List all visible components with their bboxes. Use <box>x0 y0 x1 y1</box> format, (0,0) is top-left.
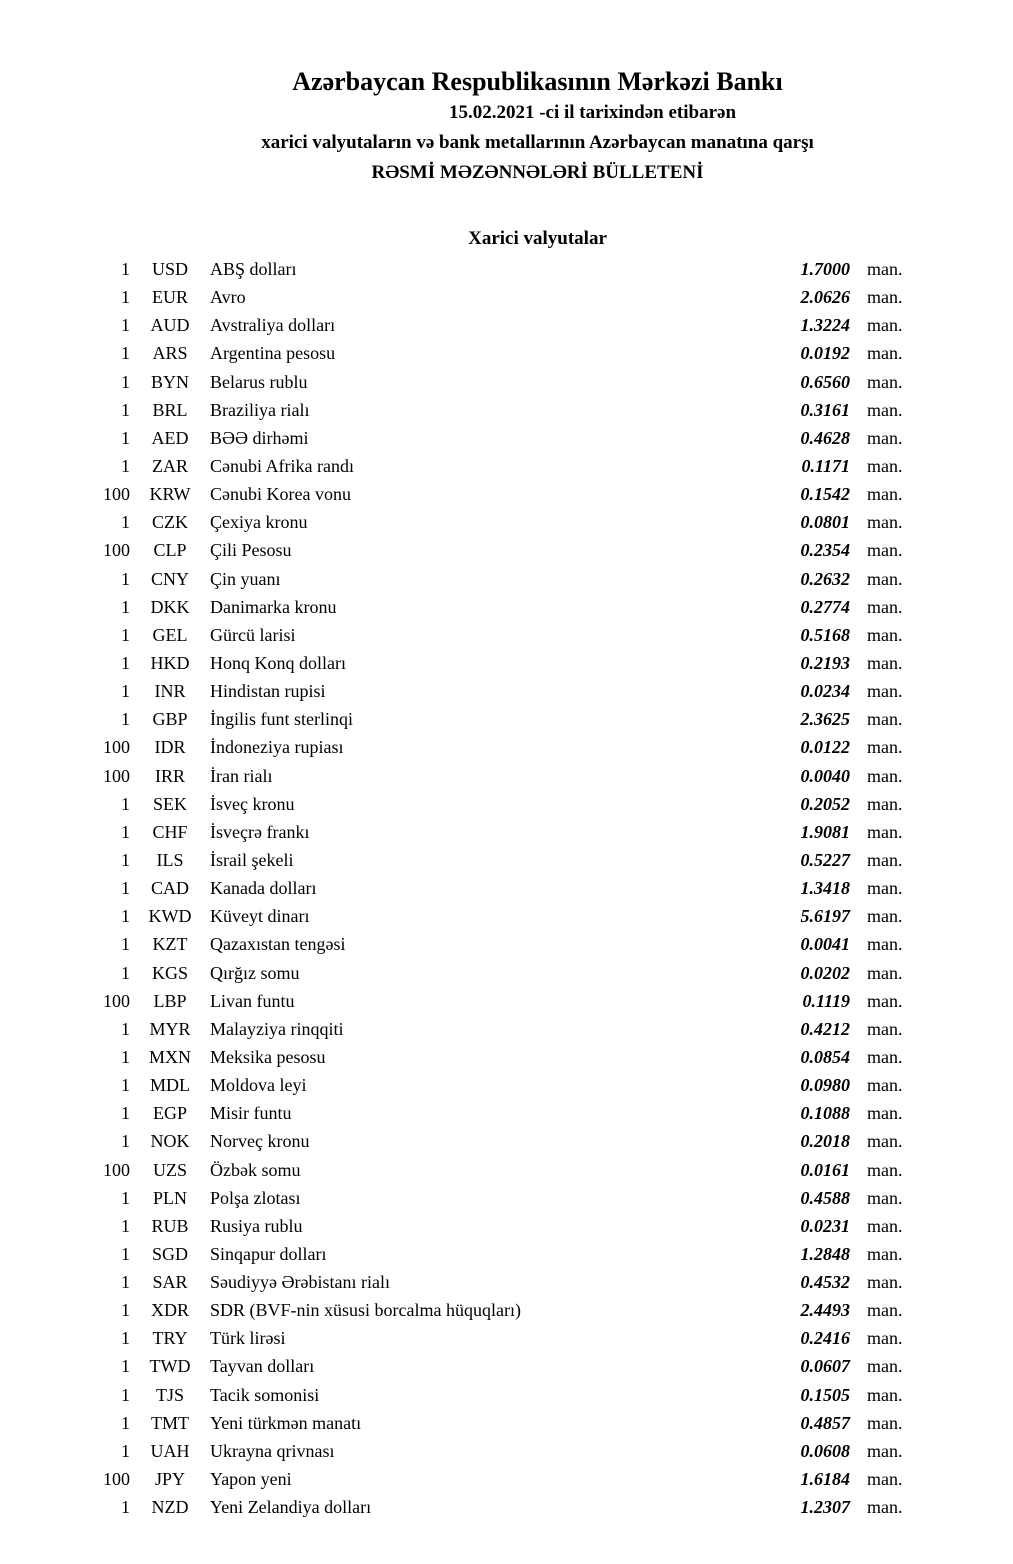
rate-value: 0.2193 <box>800 652 850 673</box>
currency-quantity: 1 <box>121 1356 130 1377</box>
currency-code: ILS <box>156 849 184 870</box>
table-row <box>0 1103 1013 1131</box>
currency-name: Yapon yeni <box>210 1469 292 1490</box>
currency-quantity: 1 <box>121 1412 130 1433</box>
currency-code: UZS <box>152 1159 187 1180</box>
currency-name: Qırğız somu <box>210 962 300 983</box>
unit-label: man. <box>867 512 903 533</box>
currency-code: CZK <box>152 512 188 533</box>
currency-quantity: 100 <box>103 1469 130 1490</box>
table-row <box>0 1019 1013 1047</box>
currency-name: İsrail şekeli <box>210 849 294 870</box>
currency-code: TMT <box>151 1412 189 1433</box>
currency-name: Küveyt dinarı <box>210 906 310 927</box>
table-row <box>0 625 1013 653</box>
rate-value: 0.4532 <box>800 1272 850 1293</box>
unit-label: man. <box>867 709 903 730</box>
table-row <box>0 934 1013 962</box>
currency-code: KGS <box>151 962 188 983</box>
table-row <box>0 1328 1013 1356</box>
currency-quantity: 100 <box>103 765 130 786</box>
currency-name: Çili Pesosu <box>210 540 292 561</box>
rate-value: 0.0608 <box>800 1440 850 1461</box>
currency-code: BRL <box>152 399 188 420</box>
currency-code: USD <box>151 259 188 279</box>
table-row <box>0 878 1013 906</box>
currency-code: KRW <box>149 484 191 505</box>
unit-label: man. <box>867 1300 903 1321</box>
rate-value: 0.4628 <box>800 427 850 448</box>
table-row <box>0 400 1013 428</box>
currency-name: İngilis funt sterlinqi <box>210 709 353 730</box>
currency-quantity: 1 <box>121 934 130 955</box>
currency-quantity: 100 <box>103 540 130 561</box>
unit-label: man. <box>867 962 903 983</box>
table-row <box>0 963 1013 991</box>
table-row <box>0 259 1013 287</box>
rate-value: 0.1119 <box>802 990 850 1011</box>
currency-name: Yeni Zelandiya dolları <box>210 1497 372 1518</box>
currency-quantity: 1 <box>121 1103 130 1124</box>
unit-label: man. <box>867 1469 903 1490</box>
table-row <box>0 653 1013 681</box>
rate-value: 0.6560 <box>800 371 850 392</box>
unit-label: man. <box>867 934 903 955</box>
currency-name: Ukrayna qrivnası <box>210 1440 335 1461</box>
rate-value: 2.4493 <box>800 1300 850 1321</box>
currency-code: BYN <box>150 371 189 392</box>
table-row <box>0 1300 1013 1328</box>
table-row <box>0 315 1013 343</box>
table-row <box>0 1075 1013 1103</box>
rate-value: 0.2052 <box>800 793 850 814</box>
unit-label: man. <box>867 765 903 786</box>
currency-code: ZAR <box>152 455 188 476</box>
section-title-foreign-currencies: Xarici valyutalar <box>468 228 607 249</box>
currency-quantity: 1 <box>121 1215 130 1236</box>
currency-quantity: 1 <box>121 315 130 336</box>
rate-value: 5.6197 <box>800 906 850 927</box>
rate-value: 2.0626 <box>800 287 850 308</box>
currency-quantity: 1 <box>121 1075 130 1096</box>
rate-value: 2.3625 <box>800 709 850 730</box>
unit-label: man. <box>867 1497 903 1518</box>
currency-quantity: 1 <box>121 259 130 279</box>
currency-name: Livan funtu <box>210 990 295 1011</box>
rate-value: 0.1505 <box>800 1384 850 1405</box>
table-row <box>0 456 1013 484</box>
rate-value: 0.0234 <box>800 681 850 702</box>
table-row <box>0 512 1013 540</box>
currency-name: İsveçrə frankı <box>210 821 310 842</box>
currency-name: Gürcü larisi <box>210 624 296 645</box>
unit-label: man. <box>867 1243 903 1264</box>
currency-quantity: 100 <box>103 484 130 505</box>
table-row <box>0 1469 1013 1497</box>
currency-quantity: 1 <box>121 455 130 476</box>
currency-quantity: 1 <box>121 1300 130 1321</box>
currency-name: Cənubi Korea vonu <box>210 484 351 505</box>
rate-value: 0.2354 <box>800 540 850 561</box>
currency-name: Özbək somu <box>210 1159 301 1180</box>
currency-code: AED <box>151 427 189 448</box>
rate-value: 1.6184 <box>800 1469 850 1490</box>
unit-label: man. <box>867 1187 903 1208</box>
currency-quantity: 1 <box>121 1384 130 1405</box>
currency-quantity: 100 <box>103 990 130 1011</box>
currency-code: DKK <box>150 596 190 617</box>
currency-quantity: 1 <box>121 1243 130 1264</box>
currency-name: Tacik somonisi <box>210 1384 320 1405</box>
currency-code: EUR <box>152 287 188 308</box>
unit-label: man. <box>867 737 903 758</box>
currency-code: PLN <box>152 1187 187 1208</box>
rate-value: 1.2307 <box>800 1497 850 1518</box>
unit-label: man. <box>867 849 903 870</box>
rate-value: 0.1088 <box>800 1103 850 1124</box>
rate-value: 0.5227 <box>800 849 850 870</box>
rate-value: 0.2416 <box>800 1328 850 1349</box>
currency-name: BƏƏ dirhəmi <box>210 427 309 448</box>
currency-quantity: 1 <box>121 371 130 392</box>
rate-value: 1.3418 <box>800 878 850 899</box>
currency-quantity: 1 <box>121 906 130 927</box>
currency-quantity: 1 <box>121 821 130 842</box>
table-row <box>0 287 1013 315</box>
currency-quantity: 100 <box>103 737 130 758</box>
currency-name: İsveç kronu <box>210 793 295 814</box>
currency-name: Norveç kronu <box>210 1131 310 1152</box>
currency-name: Cənubi Afrika randı <box>210 455 354 476</box>
rate-value: 0.1542 <box>800 484 850 505</box>
rate-value: 0.0040 <box>800 765 850 786</box>
currency-quantity: 1 <box>121 512 130 533</box>
table-row <box>0 1441 1013 1469</box>
rate-value: 0.0192 <box>800 343 850 364</box>
table-row <box>0 597 1013 625</box>
currency-code: SGD <box>151 1243 188 1264</box>
currency-name: Avro <box>210 287 246 308</box>
currency-code: AUD <box>150 315 190 336</box>
table-row <box>0 343 1013 371</box>
currency-code: MDL <box>150 1075 190 1096</box>
table-row <box>0 1047 1013 1075</box>
currency-code: KZT <box>152 934 188 955</box>
currency-code: KWD <box>148 906 192 927</box>
currency-code: CLP <box>153 540 187 561</box>
currency-name: Səudiyyə Ərəbistanı rialı <box>210 1272 390 1293</box>
currency-quantity: 1 <box>121 287 130 308</box>
currency-code: UAH <box>150 1440 190 1461</box>
table-row <box>0 906 1013 934</box>
currency-name: Sinqapur dolları <box>210 1243 327 1264</box>
unit-label: man. <box>867 315 903 336</box>
currency-quantity: 1 <box>121 1187 130 1208</box>
currency-code: TWD <box>149 1356 191 1377</box>
currency-quantity: 1 <box>121 681 130 702</box>
currency-name: Polşa zlotası <box>210 1187 301 1208</box>
table-row <box>0 428 1013 456</box>
rate-value: 0.4588 <box>800 1187 850 1208</box>
unit-label: man. <box>867 1215 903 1236</box>
unit-label: man. <box>867 652 903 673</box>
currency-name: Kanada dolları <box>210 878 317 899</box>
currency-name: Yeni türkmən manatı <box>210 1412 362 1433</box>
currency-name: Misir funtu <box>210 1103 292 1124</box>
currency-quantity: 1 <box>121 624 130 645</box>
rate-value: 0.4212 <box>800 1018 850 1039</box>
currency-name: SDR (BVF-nin xüsusi borcalma hüquqları) <box>210 1300 521 1321</box>
unit-label: man. <box>867 793 903 814</box>
rate-value: 0.0202 <box>800 962 850 983</box>
currency-quantity: 1 <box>121 709 130 730</box>
currency-name: Çexiya kronu <box>210 512 308 533</box>
currency-quantity: 1 <box>121 568 130 589</box>
unit-label: man. <box>867 681 903 702</box>
currency-quantity: 1 <box>121 1497 130 1518</box>
currency-name: ABŞ dolları <box>210 259 297 279</box>
table-row <box>0 681 1013 709</box>
rate-value: 0.0607 <box>800 1356 850 1377</box>
currency-name: Belarus rublu <box>210 371 308 392</box>
unit-label: man. <box>867 1159 903 1180</box>
currency-code: CNY <box>150 568 189 589</box>
unit-label: man. <box>867 343 903 364</box>
currency-code: IDR <box>154 737 186 758</box>
currency-quantity: 1 <box>121 1046 130 1067</box>
currency-code: CAD <box>150 878 189 899</box>
currency-code: JPY <box>154 1469 185 1490</box>
unit-label: man. <box>867 1131 903 1152</box>
unit-label: man. <box>867 1272 903 1293</box>
rate-value: 0.0801 <box>800 512 850 533</box>
table-row <box>0 1413 1013 1441</box>
currency-name: Moldova leyi <box>210 1075 307 1096</box>
currency-code: SEK <box>152 793 187 814</box>
table-row <box>0 794 1013 822</box>
table-row <box>0 372 1013 400</box>
currency-code: XDR <box>150 1300 189 1321</box>
currency-code: SAR <box>152 1272 188 1293</box>
currency-quantity: 1 <box>121 1328 130 1349</box>
unit-label: man. <box>867 287 903 308</box>
currency-name: Qazaxıstan tengəsi <box>210 934 346 955</box>
table-row <box>0 991 1013 1019</box>
rate-value: 0.2018 <box>800 1131 850 1152</box>
table-row <box>0 1131 1013 1159</box>
unit-label: man. <box>867 1075 903 1096</box>
unit-label: man. <box>867 878 903 899</box>
unit-label: man. <box>867 484 903 505</box>
effective-date-line: 15.02.2021 -ci il tarixindən etibarən <box>448 102 737 123</box>
unit-label: man. <box>867 399 903 420</box>
rate-value: 1.9081 <box>800 821 850 842</box>
table-row <box>0 1356 1013 1384</box>
unit-label: man. <box>867 1103 903 1124</box>
currency-code: GBP <box>152 709 188 730</box>
currency-code: CHF <box>152 821 188 842</box>
table-row <box>0 1385 1013 1413</box>
currency-code: GEL <box>152 624 188 645</box>
table-row <box>0 484 1013 512</box>
unit-label: man. <box>867 259 903 279</box>
currency-quantity: 1 <box>121 1272 130 1293</box>
currency-code: MXN <box>148 1046 191 1067</box>
currency-code: RUB <box>151 1215 189 1236</box>
currency-code: IRR <box>154 765 185 786</box>
currency-name: Çin yuanı <box>210 568 281 589</box>
currency-quantity: 1 <box>121 427 130 448</box>
table-row <box>0 569 1013 597</box>
unit-label: man. <box>867 906 903 927</box>
currency-code: EGP <box>152 1103 187 1124</box>
rate-value: 0.0122 <box>800 737 850 758</box>
currency-name: Argentina pesosu <box>210 343 336 364</box>
rate-value: 0.1171 <box>801 455 850 476</box>
currency-name: Malayziya rinqqiti <box>210 1018 344 1039</box>
table-row <box>0 766 1013 794</box>
currency-quantity: 1 <box>121 1131 130 1152</box>
currency-code: ARS <box>152 343 188 364</box>
currency-code: TRY <box>152 1328 188 1349</box>
rate-value: 0.2774 <box>800 596 850 617</box>
currency-name: Meksika pesosu <box>210 1046 326 1067</box>
rate-value: 0.4857 <box>800 1412 850 1433</box>
currency-quantity: 1 <box>121 1018 130 1039</box>
official-rates-bulletin-line: RƏSMİ MƏZƏNNƏLƏRİ BÜLLETENİ <box>371 162 704 183</box>
unit-label: man. <box>867 1018 903 1039</box>
table-row <box>0 1272 1013 1300</box>
table-row <box>0 1188 1013 1216</box>
unit-label: man. <box>867 1328 903 1349</box>
rate-value: 1.7000 <box>800 259 850 279</box>
currency-name: Avstraliya dolları <box>210 315 336 336</box>
currency-name: Türk lirəsi <box>210 1328 286 1349</box>
rate-value: 1.3224 <box>800 315 850 336</box>
currency-quantity: 1 <box>121 849 130 870</box>
table-row <box>0 540 1013 568</box>
currency-code: MYR <box>149 1018 191 1039</box>
table-row <box>0 737 1013 765</box>
rate-value: 0.0854 <box>800 1046 850 1067</box>
unit-label: man. <box>867 1356 903 1377</box>
rate-value: 1.2848 <box>800 1243 850 1264</box>
unit-label: man. <box>867 624 903 645</box>
rate-value: 0.0231 <box>800 1215 850 1236</box>
exchange-rates-table <box>0 259 1013 1525</box>
unit-label: man. <box>867 1412 903 1433</box>
unit-label: man. <box>867 821 903 842</box>
unit-label: man. <box>867 540 903 561</box>
currency-name: Tayvan dolları <box>210 1356 315 1377</box>
currency-code: LBP <box>153 990 187 1011</box>
currency-quantity: 100 <box>103 1159 130 1180</box>
unit-label: man. <box>867 1440 903 1461</box>
currency-name: Hindistan rupisi <box>210 681 326 702</box>
unit-label: man. <box>867 455 903 476</box>
table-row <box>0 1216 1013 1244</box>
rate-value: 0.5168 <box>800 624 850 645</box>
rate-value: 0.0041 <box>800 934 850 955</box>
unit-label: man. <box>867 371 903 392</box>
currency-name: Braziliya rialı <box>210 399 310 420</box>
currency-quantity: 1 <box>121 1440 130 1461</box>
currency-quantity: 1 <box>121 878 130 899</box>
table-row <box>0 1497 1013 1525</box>
rate-value: 0.2632 <box>800 568 850 589</box>
table-row <box>0 850 1013 878</box>
currency-name: Danimarka kronu <box>210 596 337 617</box>
unit-label: man. <box>867 427 903 448</box>
currency-quantity: 1 <box>121 596 130 617</box>
unit-label: man. <box>867 596 903 617</box>
currency-quantity: 1 <box>121 962 130 983</box>
currency-code: INR <box>154 681 186 702</box>
unit-label: man. <box>867 1046 903 1067</box>
currency-name: İndoneziya rupiası <box>210 737 344 758</box>
currency-quantity: 1 <box>121 343 130 364</box>
currency-code: TJS <box>155 1384 184 1405</box>
currency-code: NZD <box>151 1497 189 1518</box>
currency-name: Rusiya rublu <box>210 1215 303 1236</box>
unit-label: man. <box>867 568 903 589</box>
currency-name: İran rialı <box>210 765 273 786</box>
unit-label: man. <box>867 990 903 1011</box>
rate-value: 0.0161 <box>800 1159 850 1180</box>
rate-value: 0.3161 <box>800 399 850 420</box>
rate-value: 0.0980 <box>800 1075 850 1096</box>
bulletin-subtitle-line: xarici valyutaların və bank metallarının Azərbaycan manatına qarşı <box>261 132 814 153</box>
currency-quantity: 1 <box>121 399 130 420</box>
table-row <box>0 822 1013 850</box>
currency-code: NOK <box>150 1131 190 1152</box>
table-row <box>0 1160 1013 1188</box>
table-row <box>0 709 1013 737</box>
unit-label: man. <box>867 1384 903 1405</box>
currency-name: Honq Konq dolları <box>210 652 346 673</box>
currency-quantity: 1 <box>121 793 130 814</box>
table-row <box>0 1244 1013 1272</box>
document-header <box>31 0 1013 188</box>
currency-code: HKD <box>150 652 190 673</box>
bank-name-title: Azərbaycan Respublikasının Mərkəzi Bankı <box>292 67 783 96</box>
currency-quantity: 1 <box>121 652 130 673</box>
